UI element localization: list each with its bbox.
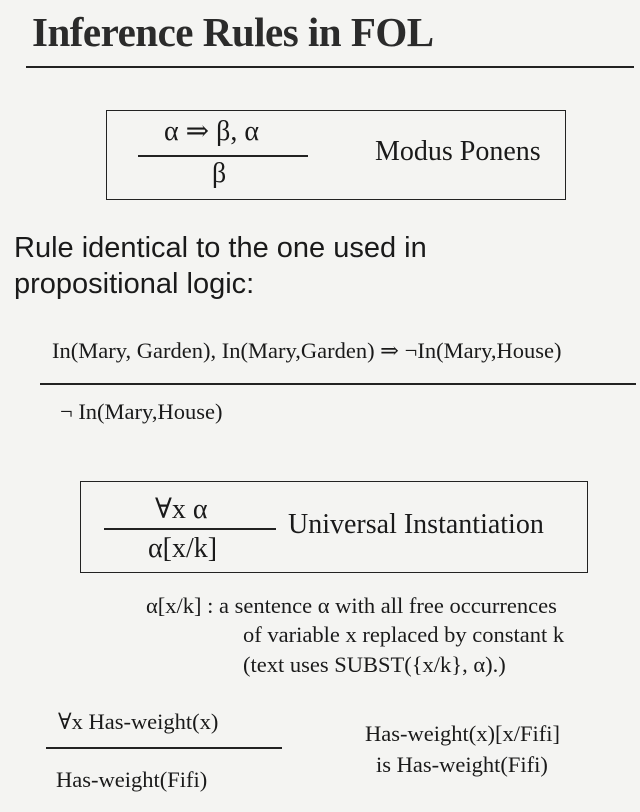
modus-ponens-conclusion: β [212,158,227,189]
ui-label: Universal Instantiation [288,509,544,540]
ui-premise: ∀x α [155,494,208,525]
explanation-line-3: (text uses SUBST({x/k}, α).) [243,652,506,677]
example2-premise: ∀x Has-weight(x) [58,709,219,734]
example2-fraction-line [46,747,282,749]
example1-fraction-line [40,383,636,385]
intro-line-1: Rule identical to the one used in [14,232,427,264]
example2-note-line-2: is Has-weight(Fifi) [376,752,548,777]
example2-note-line-1: Has-weight(x)[x/Fifi] [365,721,560,746]
title-underline [26,66,634,68]
modus-ponens-label: Modus Ponens [375,136,541,167]
ui-conclusion: α[x/k] [148,533,218,564]
intro-line-2: propositional logic: [14,268,255,300]
page-title: Inference Rules in FOL [32,9,434,55]
example1-premises: In(Mary, Garden), In(Mary,Garden) ⇒ ¬In(Mary,House) [52,338,562,363]
modus-ponens-premises: α ⇒ β, α [164,116,260,147]
example1-conclusion: ¬ In(Mary,House) [60,399,223,424]
modus-ponens-fraction-line [138,155,308,157]
example2-conclusion: Has-weight(Fifi) [56,767,208,792]
ui-fraction-line [104,528,276,530]
explanation-line-1: α[x/k] : a sentence α with all free occurrences [146,593,557,618]
explanation-line-2: of variable x replaced by constant k [243,622,565,647]
